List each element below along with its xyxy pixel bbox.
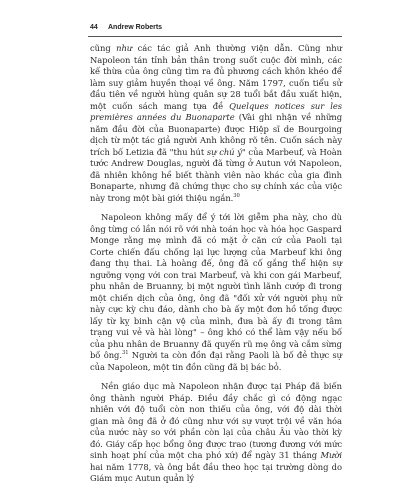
paragraph [90,381,342,485]
footnote-marker: 30 [233,192,240,199]
text-run: Nền giáo dục mà Napoleon nhận được tại Pháp đã biến ông thành người Pháp. Điều đầy chắc gì có động ngạc nhiên với độ tuổi còn non thiếu của ông, với độ dài thời gian mà ông đã ở đó cũng như với sự vượt trội về văn hóa của nước này so với phần còn lại của châu Âu vào thời kỳ đó. Giáy cấp học bổng ông được trao (tương đương với mức sinh hoạt phí của một cha phó xứ) để ngày 31 tháng [90,381,342,460]
italic-phrase: Mười [320,450,342,460]
text-run: cũng [90,43,117,53]
text-run: Napoleon không mấy để ý tới lời giễm pha này, cho dù ông từng có lần nói rõ với nhà toán học và hóa học Gaspard Monge rằng mẹ mình đã có mặt ở căn cứ của Paoli tại Corte chiến đấu chống lại lực lượng của Marbeuf khi ông đang thụ thai. Là hoàng đế, ông đã cố gắng thể hiện sự ngưỡng vọng với con trai Marbeuf, và khi con gái Marbeuf, phu nhân de Bruanny, bị một người tình lãnh cướp đi trong một chiến dịch của ông, ông đã "đối xử với người phụ nữ này cực kỳ chu đáo, dành cho bà ấy một đơn hồ tống được lấy từ kỵ binh cận vệ của mình, đưa bà ấy đi trong tâm trạng vui vẻ và hài lòng" – ông khó có thể làm vậy nếu bố của phu nhân de Bruanny đã quyến rũ mẹ ông và cắm sừng bố ông. [90,212,342,360]
paragraph [90,212,342,373]
italic-phrase: sự chú ý [206,146,242,157]
text-run: hai năm 1778, và ông bắt đầu theo học tại trường dòng do Giám mục Autun quản lý [90,461,342,483]
running-head: Andrew Roberts [108,24,163,31]
text-run: các tác giả Anh thường viện dẫn. Cũng như Napoleon tán tỉnh bản thân trong suốt cuộc đời mình, các kế thừa của ông cũng tìm ra đủ phương cách khôn khéo để làm suy giảm huyền thoại về ông. Năm 1797, cuốn tiểu sử đầu tiên về người hùng quân sự 28 tuổi bắt đầu xuất hiện, một cuốn sách mang tựa đề [90,43,342,111]
header-rule [88,36,342,37]
italic-phrase: Quelques notices sur les premières années du Buonaparte [90,100,342,122]
text-run: " của Marbeuf, và Hoàn tước Andrew Douglas, người đã từng ở Autun với Napoleon, đã nhiên không hề biết thành viên nào khác của gia đình Bonaparte, nhưng đã chứng thực cho sự chính xác của việc này trong một bài giới thiệu ngắn. [90,146,342,203]
paragraph [90,43,342,204]
page-number: 44 [90,24,98,31]
text-run: (Vài ghi nhận về những năm đầu đời của Buonaparte) được Hiệp sĩ de Bourgoing dịch từ một tác giả người Anh không rõ tên. Cuốn sách này trích bố Letizia đã "thu hút [90,112,343,157]
body-text [90,43,342,485]
text-run: Người ta còn đồn đại rằng Paoli là bố đẻ thực sự của Napoleon, một tin đồn cũng đã bị bác bỏ. [90,350,343,372]
footnote-marker: 31 [121,350,129,357]
italic-phrase: như [116,43,133,53]
